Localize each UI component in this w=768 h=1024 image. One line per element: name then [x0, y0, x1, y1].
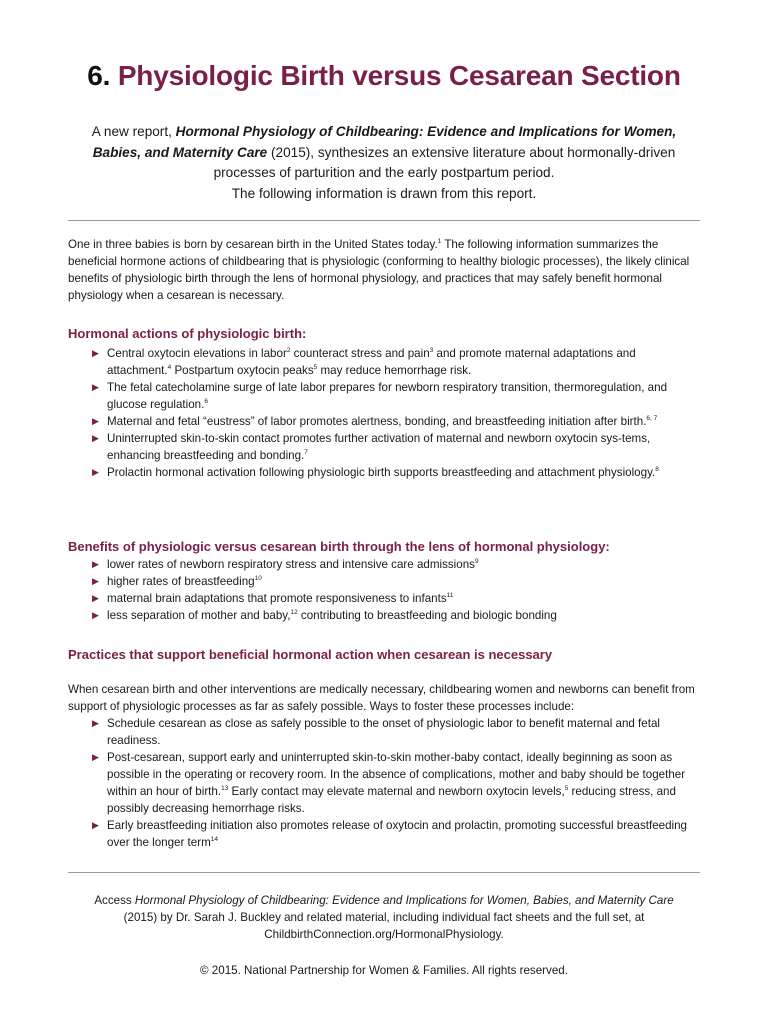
footnote-ref: 11: [446, 592, 454, 600]
practices-paragraph: [68, 681, 704, 715]
arrow-right-icon: ▶: [92, 467, 99, 477]
footnote-ref: 6, 7: [646, 415, 658, 423]
list-item-text: The fetal catecholamine surge of late labor prepares for newborn respiratory transition, thermoregulation, and glucose regulation.: [107, 381, 668, 411]
list-item-text: maternal brain adaptations that promote responsiveness to infants: [107, 592, 447, 605]
footnote-ref: 2: [286, 347, 291, 355]
list-item-text: Post-cesarean, support early and uninterrupted skin-to-skin mother-baby contact, ideally beginning as soon as possible in the operating or recovery room. In the absence of complications, mother and baby should be together within an hour of birth.: [107, 751, 686, 798]
list-item: [90, 817, 702, 851]
footer-rest: (2015) by Dr. Sarah J. Buckley and related material, including individual fact sheets and the full set, at ChildbirthConnection.org/HormonalPhysiology.: [123, 911, 645, 941]
list-item: [90, 590, 702, 607]
list-item-text: Maternal and fetal “eustress” of labor promotes alertness, bonding, and breastfeeding initiation after birth.: [107, 415, 647, 428]
list-item-text: counteract stress and pain: [290, 347, 430, 360]
footer-note: [90, 892, 678, 943]
practices-text: When cesarean birth and other interventions are medically necessary, childbearing women and newborns can benefit from support of physiologic processes as far as safely possible. Ways to foster these processes include:: [68, 683, 695, 713]
section-number: 6.: [87, 60, 111, 91]
footnote-ref: 12: [290, 609, 298, 617]
list-item: [90, 749, 702, 817]
footnote-ref: 13: [221, 785, 229, 793]
arrow-right-icon: ▶: [92, 559, 99, 569]
footnote-ref: 5: [313, 364, 318, 372]
footnote-ref: 14: [210, 836, 218, 844]
footnote-ref: 7: [304, 449, 308, 457]
divider-bottom: [68, 872, 700, 873]
page-title: [0, 60, 768, 92]
footnote-ref: 8: [655, 466, 659, 474]
section-heading-hormonal-actions: Hormonal actions of physiologic birth:: [68, 326, 307, 341]
footnote-ref: 3: [429, 347, 434, 355]
footnote-ref: 6: [204, 398, 208, 406]
list-item-text: may reduce hemorrhage risk.: [317, 364, 472, 377]
list-item-text: Schedule cesarean as close as safely possible to the onset of physiologic labor to benefit maternal and fetal readiness.: [107, 717, 660, 747]
intro-last: The following information is drawn from this report.: [231, 185, 537, 201]
practices-list: [90, 715, 702, 851]
list-item: [90, 607, 702, 624]
opening-paragraph: [68, 236, 704, 304]
list-item-text: higher rates of breastfeeding: [107, 575, 255, 588]
list-item: [90, 556, 702, 573]
report-title: Hormonal Physiology of Childbearing: Evidence and Implications for Women, Babies, and Maternity Care: [92, 124, 677, 160]
arrow-right-icon: ▶: [92, 576, 99, 586]
list-item-text: Postpartum oxytocin peaks: [171, 364, 314, 377]
arrow-right-icon: ▶: [92, 433, 99, 443]
arrow-right-icon: ▶: [92, 382, 99, 392]
arrow-right-icon: ▶: [92, 593, 99, 603]
list-item-text: and promote maternal adaptations and attachment.: [107, 347, 636, 377]
list-item-text: reducing stress, and possibly decreasing hemorrhage risks.: [107, 785, 676, 815]
list-item-text: Prolactin hormonal activation following physiologic birth supports breastfeeding and attachment physiology.: [107, 466, 656, 479]
list-item-text: contributing to breastfeeding and biologic bonding: [297, 609, 557, 622]
arrow-right-icon: ▶: [92, 416, 99, 426]
list-item-text: less separation of mother and baby,: [107, 609, 291, 622]
intro-rest: (2015), synthesizes an extensive literature about hormonally-driven processes of parturition and the early postpartum period.: [213, 144, 676, 180]
footer-lead: Access: [94, 894, 135, 907]
list-item: [90, 464, 702, 481]
title-text: Physiologic Birth versus Cesarean Section: [117, 60, 681, 91]
section-heading-practices: Practices that support beneficial hormonal action when cesarean is necessary: [68, 647, 553, 662]
intro-paragraph: [80, 122, 688, 204]
footnote-ref: 1: [437, 238, 442, 246]
footnote-ref: 4: [167, 364, 172, 372]
opening-text: One in three babies is born by cesarean birth in the United States today.: [68, 238, 438, 251]
copyright: © 2015. National Partnership for Women & Families. All rights reserved.: [200, 964, 568, 977]
hormonal-actions-list: [90, 345, 702, 481]
list-item: [90, 379, 702, 413]
arrow-right-icon: ▶: [92, 820, 99, 830]
footer-report-title: Hormonal Physiology of Childbearing: Evidence and Implications for Women, Babies, and Maternity Care: [134, 894, 674, 907]
section-heading-benefits: Benefits of physiologic versus cesarean birth through the lens of hormonal physiology:: [68, 539, 610, 554]
list-item-text: Early breastfeeding initiation also promotes release of oxytocin and prolactin, promoting successful breastfeeding over the longer term: [107, 819, 688, 849]
list-item: [90, 573, 702, 590]
footnote-ref: 5: [564, 785, 569, 793]
list-item-text: Early contact may elevate maternal and newborn oxytocin levels,: [228, 785, 565, 798]
arrow-right-icon: ▶: [92, 718, 99, 728]
list-item: [90, 413, 702, 430]
arrow-right-icon: ▶: [92, 348, 99, 358]
divider-top: [68, 220, 700, 221]
arrow-right-icon: ▶: [92, 610, 99, 620]
list-item-text: Uninterrupted skin-to-skin contact promotes further activation of maternal and newborn oxytocin sys-tems, enhancing breastfeeding and bonding.: [107, 432, 651, 462]
list-item-text: Central oxytocin elevations in labor: [107, 347, 287, 360]
footnote-ref: 9: [474, 558, 479, 566]
arrow-right-icon: ▶: [92, 752, 99, 762]
intro-lead: A new report,: [91, 124, 176, 139]
footnote-ref: 10: [254, 575, 262, 583]
list-item-text: lower rates of newborn respiratory stress and intensive care admissions: [107, 558, 475, 571]
benefits-list: [90, 556, 702, 624]
opening-rest: The following information summarizes the beneficial hormone actions of childbearing that is physiologic (conforming to healthy biologic processes), the likely clinical benefits of physiologic birth through the lens of hormonal physiology, and practices that may safely benefit hormonal physiology when a cesarean is necessary.: [68, 238, 690, 302]
list-item: [90, 430, 702, 464]
list-item: [90, 715, 702, 749]
list-item: [90, 345, 702, 379]
